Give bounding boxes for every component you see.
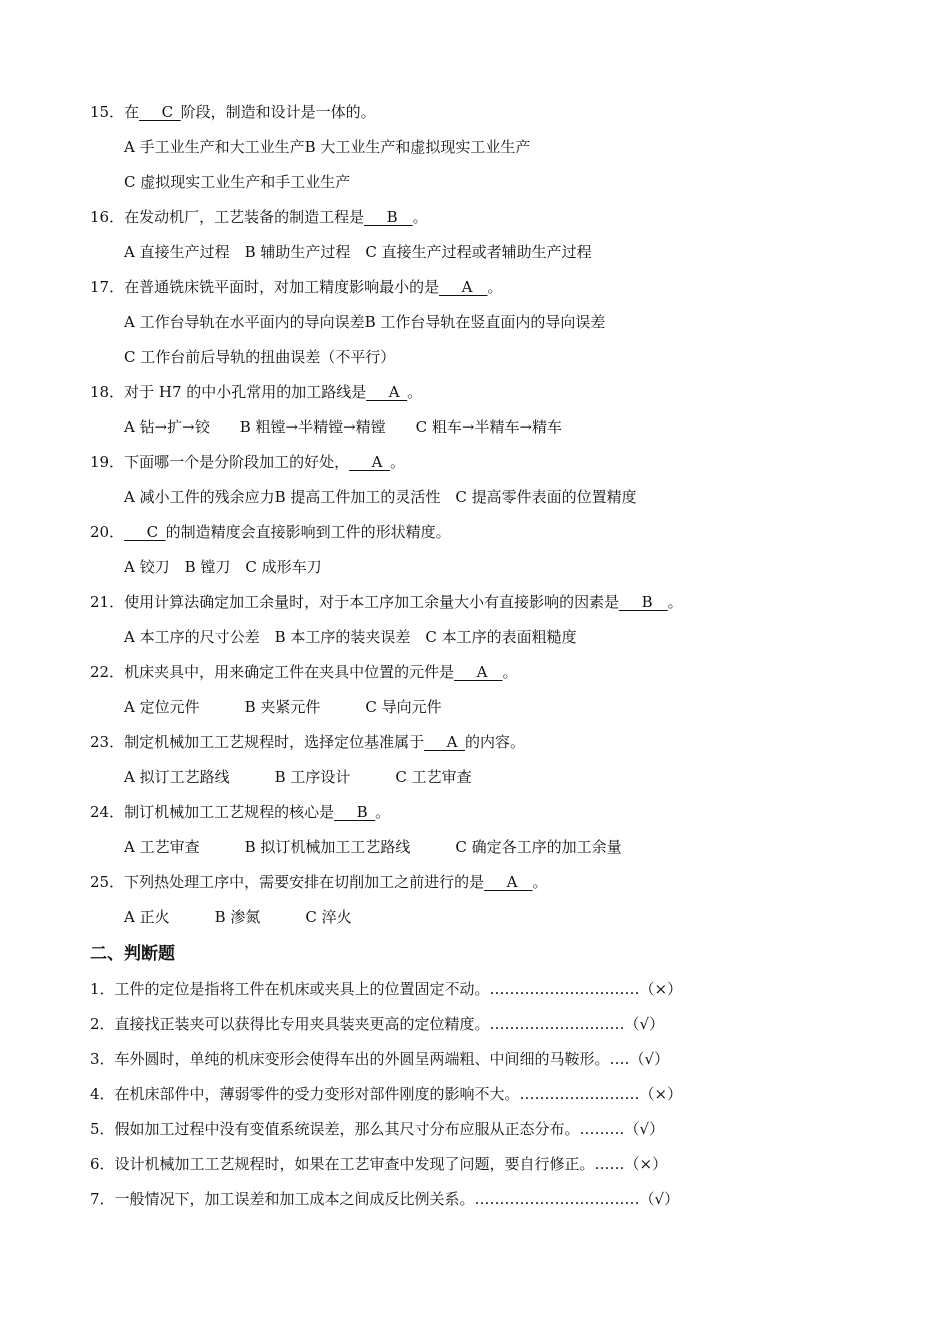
options-17-1: A 工作台导轨在水平面内的导向误差B 工作台导轨在竖直面内的导向误差 [124, 313, 606, 331]
question-text-tail: 。 [389, 453, 405, 471]
question-19 [90, 452, 405, 472]
question-text: 机床夹具中，用来确定工件在夹具中位置的元件是 [124, 663, 455, 681]
question-text-tail: 。 [412, 208, 428, 226]
question-text-tail: 的制造精度会直接影响到工件的形状精度。 [165, 523, 451, 541]
tf-item-7: 7．一般情况下，加工误差和加工成本之间成反比例关系。……………………………（√） [90, 1190, 680, 1208]
question-16 [90, 207, 428, 227]
question-text: 在发动机厂，工艺装备的制造工程是 [124, 208, 365, 226]
options-18: A 钻→扩→铰 B 粗镗→半精镗→精镗 C 粗车→半精车→精车 [124, 418, 563, 436]
question-number: 22． [90, 663, 125, 681]
options-15-1: A 手工业生产和大工业生产B 大工业生产和虚拟现实工业生产 [124, 138, 531, 156]
question-number: 15． [90, 103, 125, 121]
question-text: 下列热处理工序中，需要安排在切削加工之前进行的是 [124, 873, 485, 891]
options-19: A 减小工件的残余应力B 提高工件加工的灵活性 C 提高零件表面的位置精度 [124, 488, 637, 506]
question-number: 20． [90, 523, 125, 541]
question-text: 在普通铣床铣平面时，对加工精度影响最小的是 [124, 278, 440, 296]
answer-blank: ___A_ [349, 453, 390, 471]
question-21 [90, 592, 683, 612]
tf-item-5: 5．假如加工过程中没有变值系统误差，那么其尺寸分布应服从正态分布。………（√） [90, 1120, 665, 1138]
question-text-tail: 。 [375, 803, 391, 821]
options-24: A 工艺审查 B 拟订机械加工工艺路线 C 确定各工序的加工余量 [124, 838, 622, 856]
question-text: 使用计算法确定加工余量时，对于本工序加工余量大小有直接影响的因素是 [124, 593, 620, 611]
options-16: A 直接生产过程 B 辅助生产过程 C 直接生产过程或者辅助生产过程 [124, 243, 592, 261]
question-number: 17． [90, 278, 125, 296]
answer-blank: ___A_ [424, 733, 465, 751]
question-text-tail: 。 [667, 593, 683, 611]
answer-blank: ___A__ [439, 278, 488, 296]
answer-blank: ___A__ [484, 873, 533, 891]
question-text-tail: 。 [532, 873, 548, 891]
section-heading-true-false: 二、判断题 [90, 944, 175, 964]
question-text: 制订机械加工工艺规程的核心是 [124, 803, 335, 821]
question-15 [90, 102, 376, 122]
answer-blank: ___C_ [124, 523, 166, 541]
tf-item-2: 2．直接找正装夹可以获得比专用夹具装夹更高的定位精度。………………………（√） [90, 1015, 665, 1033]
question-text: 对于 H7 的中小孔常用的加工路线是 [124, 383, 367, 401]
tf-item-6: 6．设计机械加工工艺规程时，如果在工艺审查中发现了问题，要自行修正。……（×） [90, 1155, 668, 1173]
options-15-2: C 虚拟现实工业生产和手工业生产 [124, 173, 351, 191]
question-number: 24． [90, 803, 125, 821]
tf-item-4: 4．在机床部件中，薄弱零件的受力变形对部件刚度的影响不大。……………………（×） [90, 1085, 683, 1103]
question-25 [90, 872, 547, 892]
question-text: 制定机械加工工艺规程时，选择定位基准属于 [124, 733, 425, 751]
tf-item-1: 1．工件的定位是指将工件在机床或夹具上的位置固定不动。…………………………（×） [90, 980, 683, 998]
question-text-tail: 。 [502, 663, 518, 681]
question-24 [90, 802, 390, 822]
answer-blank: ___B_ [334, 803, 376, 821]
question-text-tail: 阶段，制造和设计是一体的。 [180, 103, 376, 121]
question-18 [90, 382, 422, 402]
question-text-tail: 。 [487, 278, 503, 296]
options-23: A 拟订工艺路线 B 工序设计 C 工艺审查 [124, 768, 472, 786]
answer-blank: ___C_ [139, 103, 181, 121]
answer-blank: ___B__ [619, 593, 668, 611]
question-number: 16． [90, 208, 125, 226]
options-25: A 正火 B 渗氮 C 淬火 [124, 908, 352, 926]
options-20: A 铰刀 B 镗刀 C 成形车刀 [124, 558, 322, 576]
answer-blank: ___A__ [454, 663, 503, 681]
question-number: 25． [90, 873, 125, 891]
answer-blank: ___A_ [366, 383, 408, 401]
tf-item-3: 3．车外圆时，单纯的机床变形会使得车出的外圆呈两端粗、中间细的马鞍形。‥‥（√） [90, 1050, 670, 1068]
question-number: 21． [90, 593, 125, 611]
question-22 [90, 662, 517, 682]
options-21: A 本工序的尺寸公差 B 本工序的装夹误差 C 本工序的表面粗糙度 [124, 628, 577, 646]
question-17 [90, 277, 502, 297]
question-text: 在 [124, 103, 140, 121]
question-23 [90, 732, 525, 752]
options-17-2: C 工作台前后导轨的扭曲误差（不平行） [124, 348, 396, 366]
question-text: 下面哪一个是分阶段加工的好处， [124, 453, 350, 471]
question-number: 23． [90, 733, 125, 751]
question-number: 19． [90, 453, 125, 471]
question-text-tail: 的内容。 [464, 733, 525, 751]
question-20 [90, 522, 451, 542]
question-number: 18． [90, 383, 125, 401]
answer-blank: ___B__ [364, 208, 413, 226]
options-22: A 定位元件 B 夹紧元件 C 导向元件 [124, 698, 442, 716]
question-text-tail: 。 [407, 383, 423, 401]
